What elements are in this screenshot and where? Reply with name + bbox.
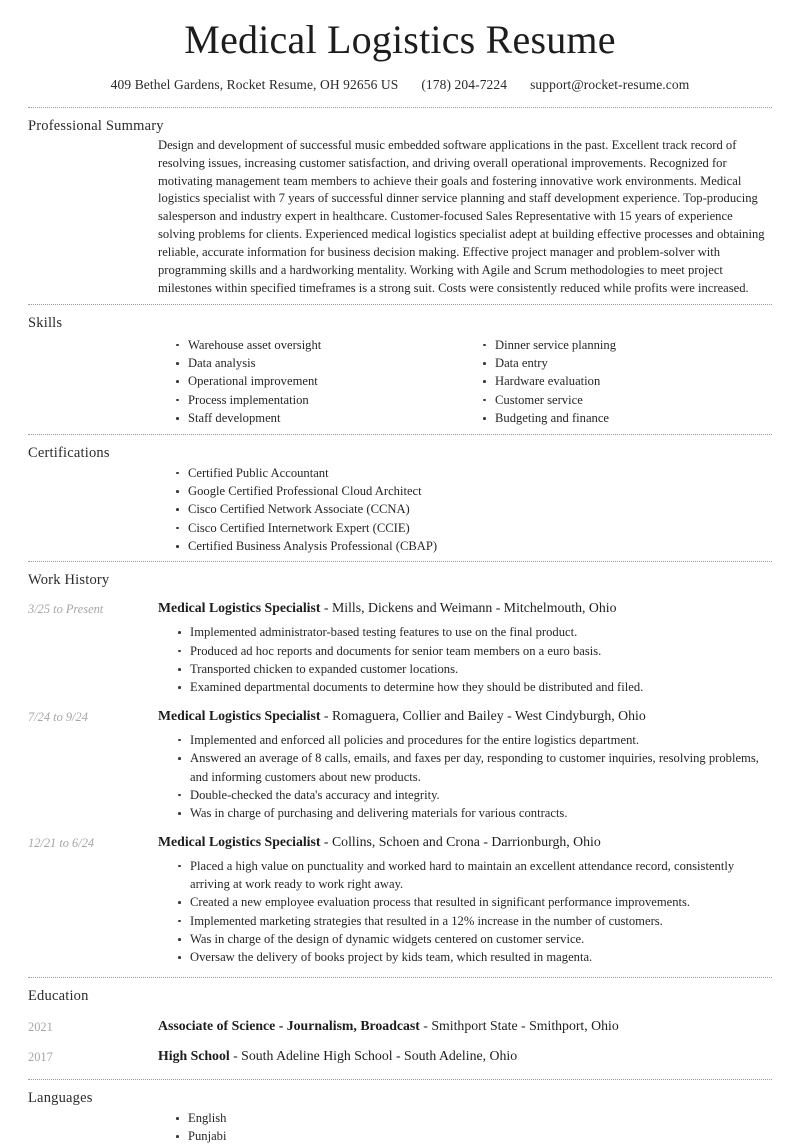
work-history-entry [28, 599, 772, 696]
contact-phone: (178) 204-7224 [421, 76, 508, 92]
list-item: Implemented and enforced all policies and procedures for the entire logistics department. [178, 731, 772, 749]
skills-list-right [465, 336, 772, 428]
company-location: - Mills, Dickens and Weimann - Mitchelmouth, Ohio [320, 600, 617, 616]
section-skills [28, 305, 772, 434]
school-location: - Smithport State - Smithport, Ohio [419, 1017, 619, 1033]
list-item: Answered an average of 8 calls, emails, and faxes per day, responding to customer inquiries, resolving problems, and informing customers about new products. [178, 749, 772, 786]
list-item: Punjabi [176, 1127, 772, 1145]
entry-main [158, 707, 772, 823]
list-item: Implemented administrator-based testing features to use on the final product. [178, 623, 772, 641]
entry-date: 7/24 to 9/24 [28, 709, 88, 724]
entry-bullets [158, 857, 772, 967]
section-title-education: Education [28, 987, 89, 1004]
contact-email: support@rocket-resume.com [530, 76, 690, 92]
contact-line [28, 77, 772, 93]
page-title: Medical Logistics Resume [184, 17, 616, 62]
work-history-entry [28, 833, 772, 967]
section-education [28, 978, 772, 1065]
section-languages [28, 1080, 772, 1146]
list-item: Certified Public Accountant [176, 464, 772, 482]
languages-body [28, 1109, 772, 1146]
list-item: Hardware evaluation [483, 372, 772, 390]
skills-column-right [465, 334, 772, 428]
degree-title: Associate of Science - Journalism, Broadcast [158, 1017, 420, 1033]
list-item: Was in charge of purchasing and delivering materials for various contracts. [178, 804, 772, 822]
section-work-history [28, 562, 772, 966]
list-item: English [176, 1109, 772, 1127]
company-location: - Collins, Schoen and Crona - Darrionburgh, Ohio [320, 833, 601, 849]
list-item: Implemented marketing strategies that resulted in a 12% increase in the number of customers. [178, 912, 772, 930]
list-item: Examined departmental documents to determine how they should be distributed and filed. [178, 678, 772, 696]
entry-date: 3/25 to Present [28, 602, 104, 617]
section-title-summary: Professional Summary [28, 117, 164, 134]
list-item: Budgeting and finance [483, 409, 772, 427]
section-title-work-history: Work History [28, 572, 110, 589]
entry-main [158, 833, 772, 967]
contact-address: 409 Bethel Gardens, Rocket Resume, OH 92656 US [110, 76, 399, 92]
certifications-body [28, 464, 772, 562]
section-title-certifications: Certifications [28, 444, 110, 461]
list-item: Cisco Certified Network Associate (CCNA) [176, 500, 772, 518]
entry-date: 12/21 to 6/24 [28, 835, 95, 850]
entry-year: 2021 [28, 1019, 53, 1034]
education-entry [28, 1017, 772, 1035]
certifications-list [158, 464, 772, 556]
list-item: Warehouse asset oversight [176, 336, 465, 354]
job-title: Medical Logistics Specialist [158, 833, 321, 849]
section-title-languages: Languages [28, 1090, 93, 1107]
entry-main [158, 599, 772, 696]
list-item: Oversaw the delivery of books project by kids team, which resulted in magenta. [178, 948, 772, 966]
skills-body [28, 334, 772, 434]
section-professional-summary [28, 108, 772, 304]
section-certifications [28, 435, 772, 562]
job-title: Medical Logistics Specialist [158, 707, 321, 723]
section-title-skills: Skills [28, 314, 63, 331]
entry-bullets [158, 731, 772, 823]
list-item: Customer service [483, 391, 772, 409]
entry-heading [158, 1017, 772, 1035]
skills-list-left [158, 336, 465, 428]
entry-bullets [158, 623, 772, 697]
summary-text: Design and development of successful music embedded software applications in the past. Excellent track record of resolving issues, increasing customer satisfaction, and driving overall operational improvements. Recognized for motivating management team members to achieve their goals and fostering innovative work environments. Medical logistics specialist with 7 years of successful dinner service planning and staff development experience. Top-producing salesperson and industry expert in healthcare. Customer-focused Sales Representative with 15 years of experience solving problems for clients. Experienced medical logistics specialist adept at building effective processes and obtaining reliable, accurate information for business decision making. Effective project manager and problem-solver with programming skills and a hardworking mentality. Working with Agile and Scrum methodologies to meet project milestones within specified timeframes is a strong suit. Costs were consistently reduced while profits were increased. [158, 137, 765, 295]
list-item: Operational improvement [176, 372, 465, 390]
entry-heading [158, 707, 772, 725]
list-item: Data analysis [176, 354, 465, 372]
list-item: Google Certified Professional Cloud Architect [176, 482, 772, 500]
list-item: Data entry [483, 354, 772, 372]
list-item: Staff development [176, 409, 465, 427]
resume-header [28, 0, 772, 93]
list-item: Cisco Certified Internetwork Expert (CCIE) [176, 519, 772, 537]
list-item: Produced ad hoc reports and documents for senior team members on a euro basis. [178, 642, 772, 660]
entry-heading [158, 833, 772, 851]
skills-column-left [158, 334, 465, 428]
work-history-entry [28, 707, 772, 823]
company-location: - Romaguera, Collier and Bailey - West Cindyburgh, Ohio [320, 707, 646, 723]
list-item: Transported chicken to expanded customer locations. [178, 660, 772, 678]
summary-body [28, 137, 772, 304]
list-item: Created a new employee evaluation process that resulted in significant performance improvements. [178, 893, 772, 911]
entry-main [158, 1047, 772, 1065]
list-item: Dinner service planning [483, 336, 772, 354]
degree-title: High School [158, 1047, 230, 1063]
entry-heading [158, 1047, 772, 1065]
list-item: Double-checked the data's accuracy and integrity. [178, 786, 772, 804]
list-item: Process implementation [176, 391, 465, 409]
list-item: Was in charge of the design of dynamic widgets centered on customer service. [178, 930, 772, 948]
list-item: Placed a high value on punctuality and worked hard to maintain an excellent attendance record, consistently arriving at work ready to work right away. [178, 857, 772, 894]
skills-columns [158, 334, 772, 428]
entry-year: 2017 [28, 1049, 53, 1064]
education-entry [28, 1047, 772, 1065]
entry-main [158, 1017, 772, 1035]
school-location: - South Adeline High School - South Adeline, Ohio [229, 1047, 518, 1063]
job-title: Medical Logistics Specialist [158, 600, 321, 616]
languages-list [158, 1109, 772, 1146]
entry-heading [158, 599, 772, 617]
list-item: Certified Business Analysis Professional (CBAP) [176, 537, 772, 555]
